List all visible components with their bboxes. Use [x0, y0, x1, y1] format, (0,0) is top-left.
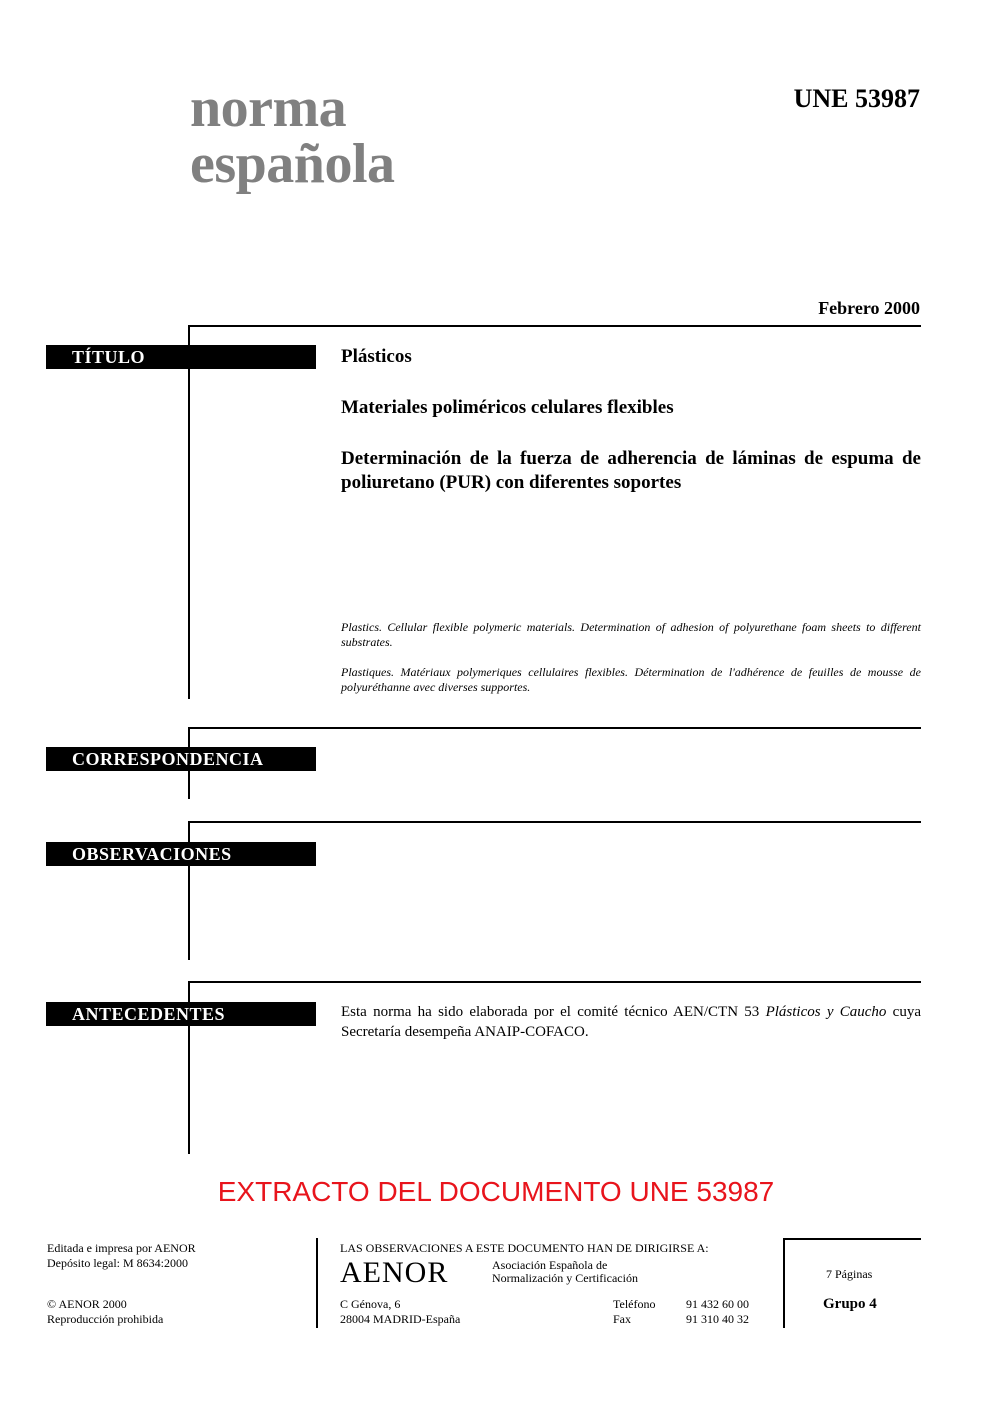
- footer-observations: LAS OBSERVACIONES A ESTE DOCUMENTO HAN DE DIRIGIRSE A:: [340, 1241, 709, 1255]
- footer-edited: Editada e impresa por AENOR: [47, 1241, 196, 1255]
- standard-code: UNE 53987: [793, 84, 920, 113]
- aenor-association: [492, 1259, 638, 1285]
- footer-group: Grupo 4: [823, 1296, 877, 1312]
- section-label-observaciones: OBSERVACIONES: [46, 842, 316, 866]
- committee-name: Plásticos y Caucho: [765, 1004, 887, 1020]
- observaciones-top-rule: [188, 821, 921, 823]
- footer-copyright: © AENOR 2000: [47, 1297, 127, 1311]
- antecedentes-text: [341, 1002, 921, 1042]
- title-line-1: Plásticos: [341, 346, 412, 367]
- footer-divider-1: [316, 1238, 318, 1328]
- footer-box-top-rule: [783, 1238, 921, 1240]
- section-label-correspondencia: CORRESPONDENCIA: [46, 747, 316, 771]
- correspondencia-top-rule: [188, 727, 921, 729]
- footer-phone: 91 432 60 00: [686, 1297, 749, 1311]
- assoc-line-2: Normalización y Certificación: [492, 1271, 638, 1285]
- footer-address-1: C Génova, 6: [340, 1297, 401, 1311]
- footer-divider-2: [783, 1238, 785, 1328]
- assoc-line-1: Asociación Española de: [492, 1258, 608, 1272]
- brand-norma-espanola: [190, 77, 395, 195]
- french-title: Plastiques. Matériaux polymeriques cellulaires flexibles. Détermination de l'adhérence de feuilles de mousse de polyuréthanne avec diverses supportes.: [341, 665, 921, 694]
- antecedentes-text-after: cuya Secretaría desempeña ANAIP-COFACO.: [341, 1004, 921, 1040]
- section-label-antecedentes: ANTECEDENTES: [46, 1002, 316, 1026]
- extract-notice: EXTRACTO DEL DOCUMENTO UNE 53987: [217, 1176, 775, 1207]
- footer-reproduction: Reproducción prohibida: [47, 1312, 164, 1326]
- footer-fax: 91 310 40 32: [686, 1312, 749, 1326]
- publication-date: Febrero 2000: [818, 298, 920, 318]
- title-line-2: Materiales poliméricos celulares flexibles: [341, 397, 674, 418]
- title-line-3: Determinación de la fuerza de adherencia de láminas de espuma de poliuretano (PUR) con diferentes soportes: [341, 448, 921, 493]
- footer-address-2: 28004 MADRID-España: [340, 1312, 461, 1326]
- footer-pages: 7 Páginas: [826, 1267, 873, 1281]
- titulo-left-rule: [188, 325, 190, 699]
- footer-deposit: Depósito legal: M 8634:2000: [47, 1256, 188, 1270]
- aenor-logo-text: AENOR: [340, 1256, 449, 1289]
- footer-phone-label: Teléfono: [613, 1297, 656, 1311]
- section-label-titulo: TÍTULO: [46, 345, 316, 369]
- antecedentes-top-rule: [188, 981, 921, 983]
- brand-line-2: española: [190, 133, 395, 195]
- antecedentes-text-before: Esta norma ha sido elaborada por el comité técnico AEN/CTN 53: [341, 1004, 766, 1020]
- brand-line-1: norma: [190, 77, 347, 139]
- titulo-top-rule: [188, 325, 921, 327]
- footer-fax-label: Fax: [613, 1312, 631, 1326]
- english-title: Plastics. Cellular flexible polymeric materials. Determination of adhesion of polyurethane foam sheets to different substrates.: [341, 620, 921, 649]
